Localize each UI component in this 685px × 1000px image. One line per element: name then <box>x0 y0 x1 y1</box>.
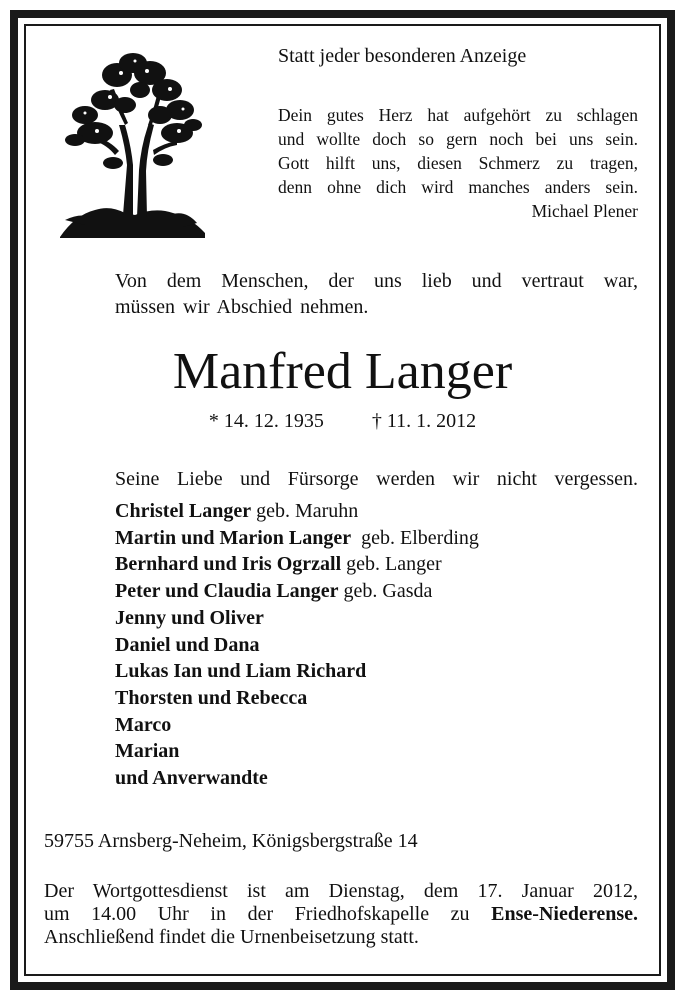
family-member <box>115 738 479 765</box>
family-member-note: geb. Elberding <box>351 526 479 549</box>
family-member <box>115 658 479 685</box>
family-member-name: Daniel und Dana <box>115 633 260 656</box>
service-info <box>44 880 638 949</box>
birth-date: * 14. 12. 1935 <box>208 410 324 432</box>
death-date: † 11. 1. 2012 <box>371 410 477 432</box>
intro-line: Von dem Menschen, der uns lieb und vertraut war, <box>115 270 638 292</box>
service-place: Ense-Niederense. <box>491 903 638 925</box>
intro-line: müssen wir Abschied nehmen. <box>115 296 369 318</box>
remembrance-line: Seine Liebe und Fürsorge werden wir nicht vergessen. <box>115 468 638 490</box>
family-member <box>115 525 479 552</box>
family-member <box>115 685 479 712</box>
life-dates <box>0 410 685 433</box>
poem-line: und wollte doch so gern noch bei uns sein. <box>278 129 638 149</box>
poem-line: Gott hilft uns, diesen Schmerz zu tragen, <box>278 153 638 173</box>
family-member-name: Marian <box>115 740 180 763</box>
family-member <box>115 605 479 632</box>
family-member-name: und Anverwandte <box>115 767 268 790</box>
family-member-name: Marco <box>115 713 172 736</box>
poem-line: denn ohne dich wird manches anders sein. <box>278 177 638 197</box>
family-member <box>115 632 479 659</box>
service-line: Der Wortgottesdienst ist am Dienstag, dem 17. Januar 2012, <box>44 880 638 902</box>
headline: Statt jeder besonderen Anzeige <box>278 45 527 67</box>
intro-text <box>115 268 638 320</box>
family-member-note: geb. Gasda <box>338 580 433 603</box>
family-member-name: Bernhard und Iris Ogrzall <box>115 553 342 576</box>
deceased-name: Manfred Langer <box>172 343 513 400</box>
family-member <box>115 551 479 578</box>
family-member-note: geb. Maruhn <box>251 500 359 522</box>
family-member-note: geb. Langer <box>341 553 442 576</box>
family-member-name: Jenny und Oliver <box>115 606 264 629</box>
family-member-name: Christel Langer <box>115 500 252 522</box>
address: 59755 Arnsberg-Neheim, Königsbergstraße 14 <box>44 830 418 852</box>
service-line <box>44 903 638 926</box>
poem-line: Dein gutes Herz hat aufgehört zu schlagen <box>278 105 638 125</box>
family-member <box>115 578 479 605</box>
family-member <box>115 712 479 739</box>
family-member-name: Lukas Ian und Liam Richard <box>115 660 367 683</box>
family-member-name: Martin und Marion Langer <box>115 526 352 549</box>
service-line: Anschließend findet die Urnenbeisetzung statt. <box>44 926 419 948</box>
poem-author: Michael Plener <box>531 201 638 221</box>
poem <box>278 103 638 223</box>
service-line-text: um 14.00 Uhr in der Friedhofskapelle zu <box>44 903 492 925</box>
family-member <box>115 498 479 525</box>
family-list <box>115 498 479 792</box>
family-member <box>115 765 479 792</box>
tree-icon <box>55 45 210 240</box>
family-member-name: Thorsten und Rebecca <box>115 686 308 709</box>
family-member-name: Peter und Claudia Langer <box>115 580 339 603</box>
